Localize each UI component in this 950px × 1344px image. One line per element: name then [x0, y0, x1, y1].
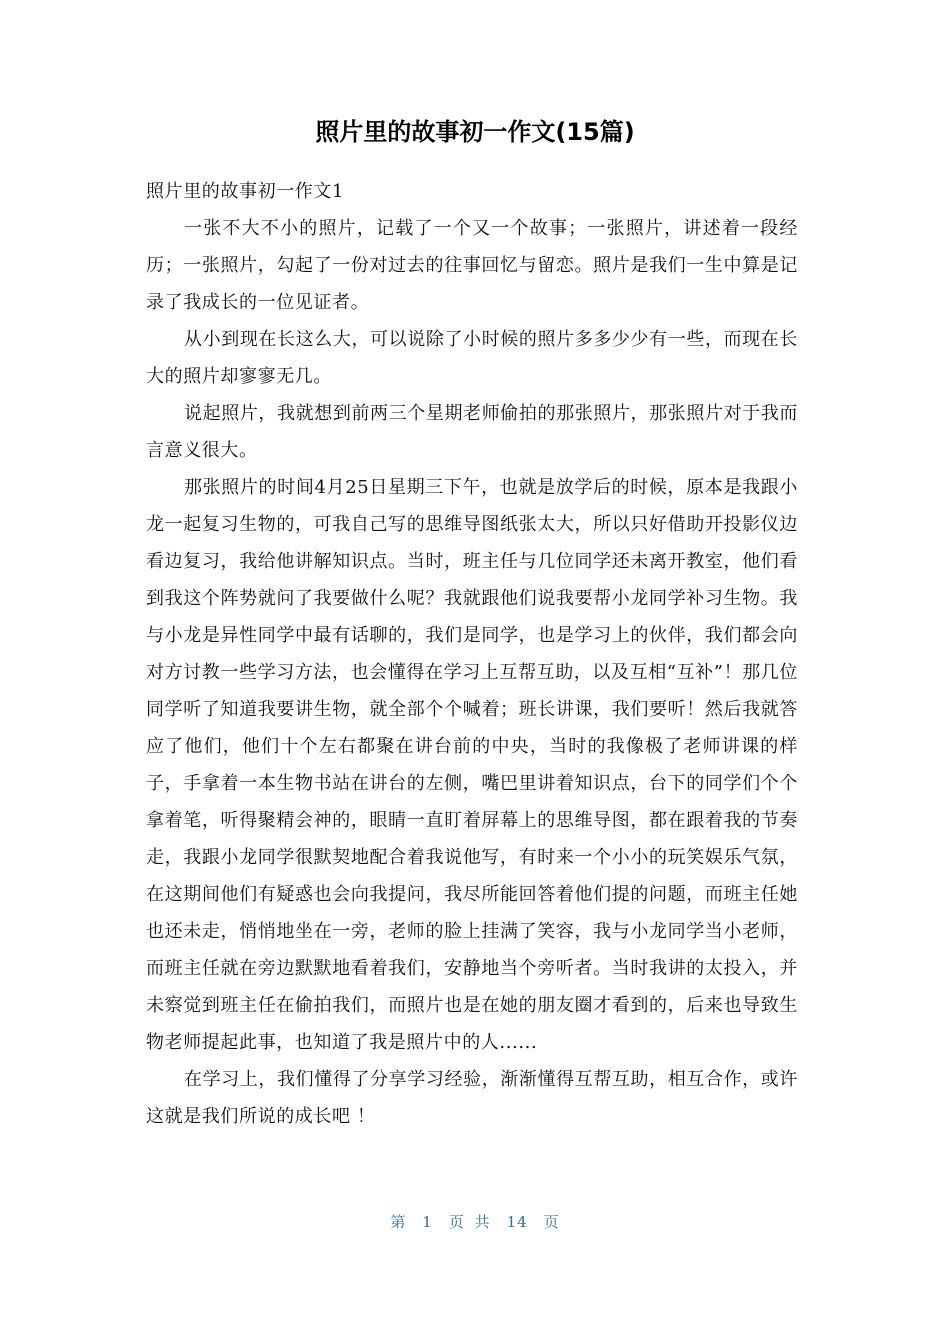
paragraph-2: 从小到现在长这么大，可以说除了小时候的照片多多少少有一些，而现在长大的照片却寥寥无几。 [146, 329, 798, 387]
document-body [146, 173, 798, 1135]
page-footer [0, 1208, 950, 1236]
footer-current-page: 1 [422, 1213, 433, 1231]
footer-middle: 页 共 [448, 1213, 491, 1231]
essay-subtitle: 照片里的故事初一作文1 [146, 181, 345, 202]
paragraph-3: 说起照片，我就想到前两三个星期老师偷拍的那张照片，那张照片对于我而言意义很大。 [146, 403, 798, 461]
paragraph-5: 在学习上，我们懂得了分享学习经验，渐渐懂得互帮互助，相互合作，或许这就是我们所说的成长吧 ！ [146, 1069, 798, 1127]
document-title: 照片里的故事初一作文(15篇) [315, 118, 635, 146]
paragraph-4: 那张照片的时间4月25日星期三下午，也就是放学后的时候，原本是我跟小龙一起复习生物的，可我自己写的思维导图纸张太大，所以只好借助开投影仪边看边复习，我给他讲解知识点。当时，班主任与几位同学还未离开教室，他们看到我这个阵势就问了我要做什么呢？我就跟他们说我要帮小龙同学补习生物。我与小龙是异性同学中最有话聊的，我们是同学，也是学习上的伙伴，我们都会向对方讨教一些学习方法，也会懂得在学习上互帮互助，以及互相“互补”！那几位同学听了知道我要讲生物，就全部个个喊着；班长讲课，我们要听！然后我就答应了他们，他们十个左右都聚在讲台前的中央，当时的我像极了老师讲课的样子，手拿着一本生物书站在讲台的左侧，嘴巴里讲着知识点，台下的同学们个个拿着笔，听得聚精会神的，眼睛一直盯着屏幕上的思维导图，都在跟着我的节奏走，我跟小龙同学很默契地配合着我说他写，有时来一个小小的玩笑娱乐气氛，在这期间他们有疑惑也会向我提问，我尽所能回答着他们提的问题，而班主任她也还未走，悄悄地坐在一旁，老师的脸上挂满了笑容，我与小龙同学当小老师，而班主任就在旁边默默地看着我们，安静地当个旁听者。当时我讲的太投入，并未察觉到班主任在偷拍我们，而照片也是在她的朋友圈才看到的，后来也导致生物老师提起此事，也知道了我是照片中的人...... [146, 477, 799, 1053]
paragraph-1: 一张不大不小的照片，记载了一个又一个故事；一张照片，讲述着一段经历；一张照片，勾起了一份对过去的往事回忆与留恋。照片是我们一生中算是记录了我成长的一位见证者。 [146, 218, 798, 313]
footer-prefix: 第 [390, 1213, 407, 1231]
footer-suffix: 页 [543, 1213, 560, 1231]
footer-total-pages: 14 [506, 1213, 528, 1231]
